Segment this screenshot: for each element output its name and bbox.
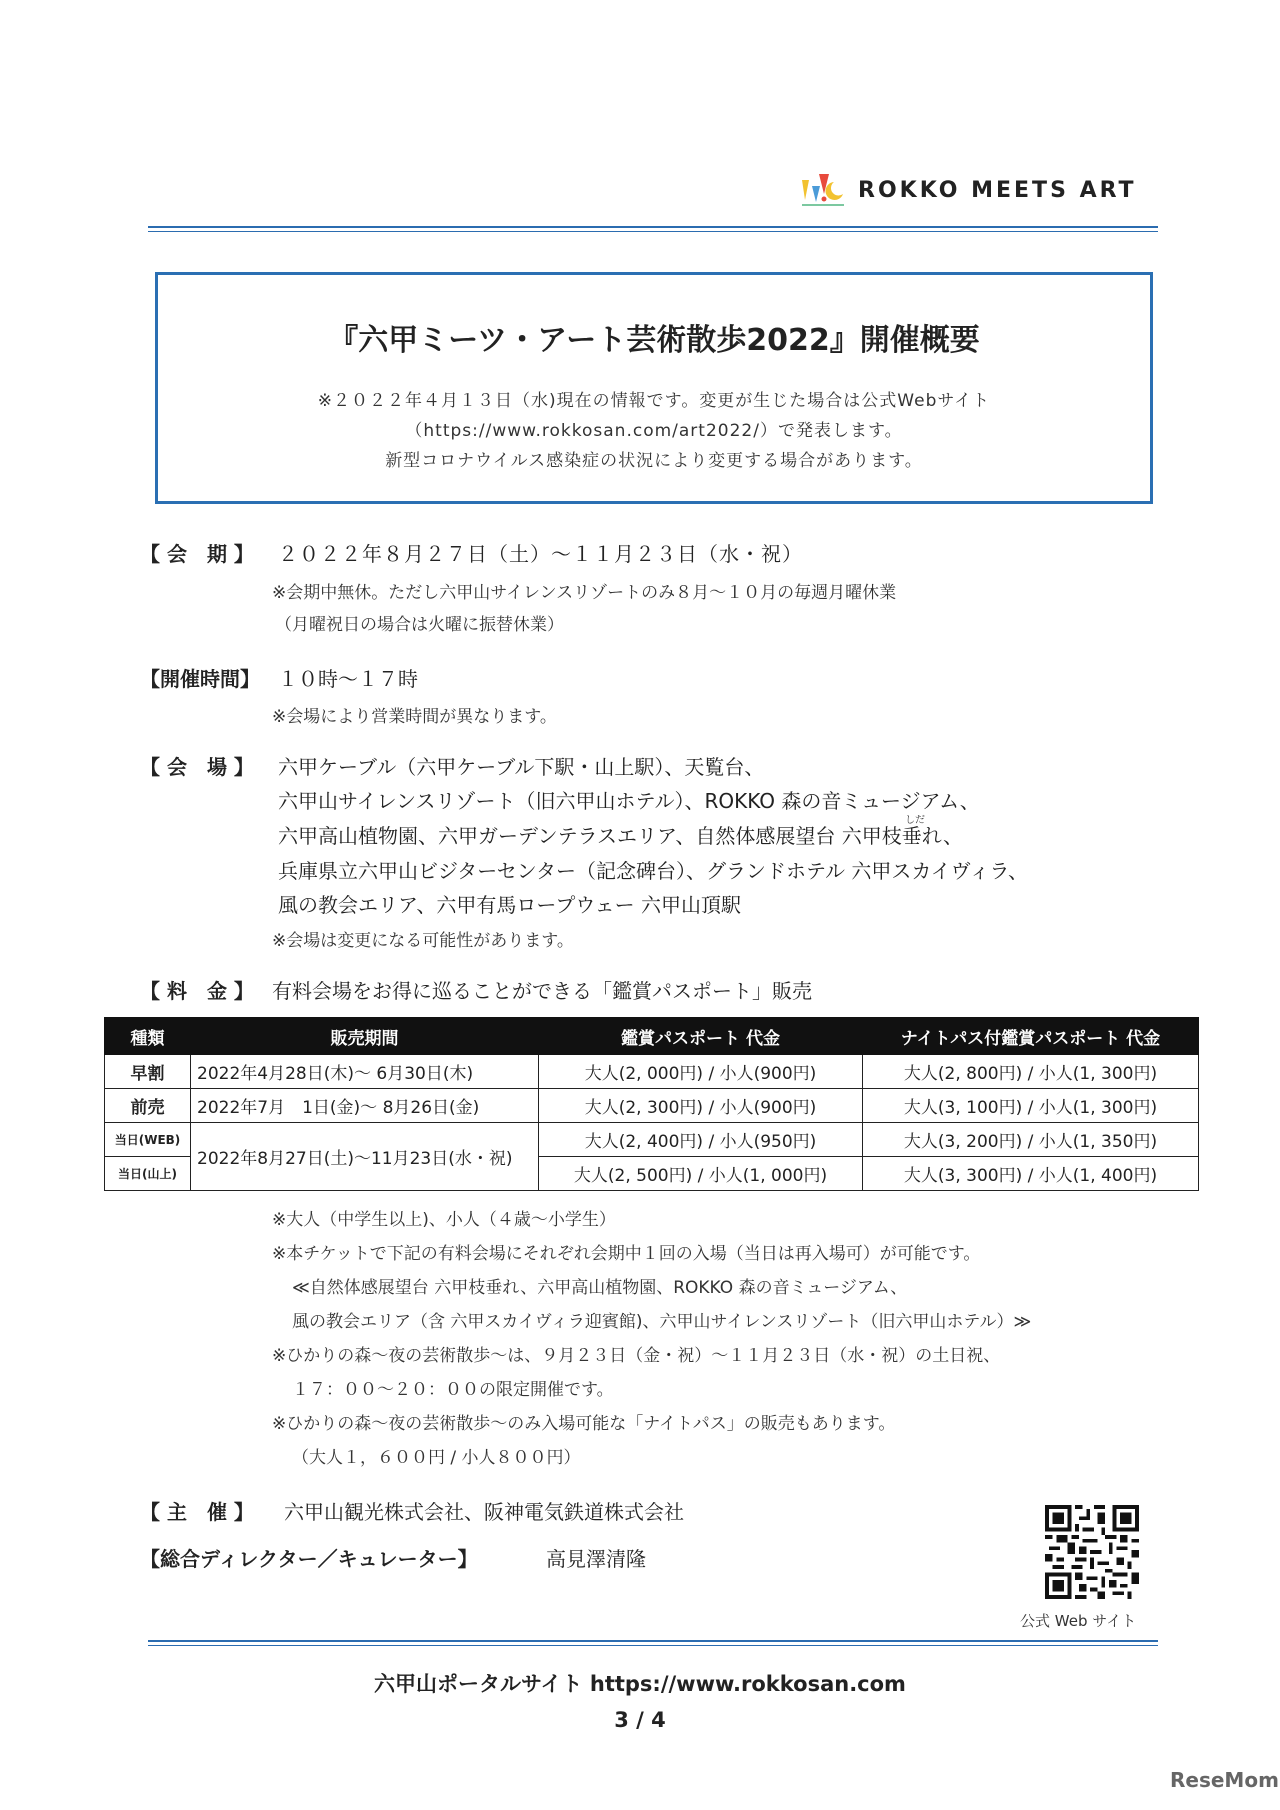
venue-line-1: 六甲ケーブル（六甲ケーブル下駅・山上駅）、天覧台、 bbox=[278, 755, 765, 779]
fee-value: 有料会場をお得に巡ることができる「鑑賞パスポート」販売 bbox=[272, 979, 812, 1003]
fee-note-4: 風の教会エリア（含 六甲スカイヴィラ迎賓館)、六甲山サイレンスリゾート（旧六甲山ホテル）≫ bbox=[292, 1312, 1032, 1332]
rokko-meets-art-logo bbox=[800, 170, 1137, 210]
row-period: 2022年4月28日(木)～ 6月30日(木) bbox=[191, 1055, 539, 1089]
row-passport-price: 大人(2, 000円) / 小人(900円) bbox=[539, 1055, 863, 1089]
row-period: 2022年7月 1日(金)～ 8月26日(金) bbox=[191, 1089, 539, 1123]
period-note-2: （月曜祝日の場合は火曜に振替休業） bbox=[275, 615, 564, 635]
period-note-1: ※会期中無休。ただし六甲山サイレンスリゾートのみ８月～１０月の毎週月曜休業 bbox=[272, 583, 897, 603]
table-row bbox=[105, 1123, 1199, 1157]
hours-label: 【開催時間】 bbox=[140, 667, 260, 691]
venue-line-5: 風の教会エリア、六甲有馬ロープウェー 六甲山頂駅 bbox=[278, 893, 741, 917]
fee-note-3: ≪自然体感展望台 六甲枝垂れ、六甲高山植物園、ROKKO 森の音ミュージアム、 bbox=[292, 1278, 908, 1298]
table-header-row bbox=[105, 1018, 1199, 1055]
venue-line-4: 兵庫県立六甲山ビジターセンター（記念碑台）、グランドホテル 六甲スカイヴィラ、 bbox=[278, 859, 1028, 883]
qr-code-icon bbox=[1045, 1505, 1139, 1599]
fee-note-8: （大人１，６００円 / 小人８００円） bbox=[292, 1448, 581, 1468]
header-night-passport: ナイトパス付鑑賞パスポート 代金 bbox=[863, 1018, 1199, 1055]
header-period: 販売期間 bbox=[191, 1018, 539, 1055]
fee-note-6: １７：００～２０：００の限定開催です。 bbox=[292, 1380, 614, 1400]
overview-title-box bbox=[155, 272, 1153, 504]
row-night-price: 大人(3, 100円) / 小人(1, 300円) bbox=[863, 1089, 1199, 1123]
director-value: 高見澤清隆 bbox=[546, 1547, 646, 1571]
table-row bbox=[105, 1055, 1199, 1089]
price-table bbox=[104, 1017, 1199, 1191]
row-period: 2022年8月27日(土)～11月23日(水・祝) bbox=[191, 1123, 539, 1191]
row-night-price: 大人(3, 300円) / 小人(1, 400円) bbox=[863, 1157, 1199, 1191]
row-passport-price: 大人(2, 500円) / 小人(1, 000円) bbox=[539, 1157, 863, 1191]
header-passport: 鑑賞パスポート 代金 bbox=[539, 1018, 863, 1055]
row-kind: 早割 bbox=[105, 1055, 191, 1089]
portal-site-link[interactable]: 六甲山ポータルサイト https://www.rokkosan.com bbox=[374, 1672, 906, 1696]
row-night-price: 大人(2, 800円) / 小人(1, 300円) bbox=[863, 1055, 1199, 1089]
row-passport-price: 大人(2, 300円) / 小人(900円) bbox=[539, 1089, 863, 1123]
table-row bbox=[105, 1089, 1199, 1123]
row-kind: 前売 bbox=[105, 1089, 191, 1123]
row-kind: 当日(山上) bbox=[105, 1157, 191, 1191]
header-kind: 種類 bbox=[105, 1018, 191, 1055]
row-night-price: 大人(3, 200円) / 小人(1, 350円) bbox=[863, 1123, 1199, 1157]
hours-value: １０時～１７時 bbox=[278, 667, 418, 691]
row-passport-price: 大人(2, 400円) / 小人(950円) bbox=[539, 1123, 863, 1157]
update-note-1: ※２０２２年４月１３日（水)現在の情報です。変更が生じた場合は公式Webサイト bbox=[317, 391, 991, 411]
logo-text: ROKKO MEETS ART bbox=[858, 177, 1137, 203]
page-number: 3 / 4 bbox=[614, 1708, 666, 1732]
venue-line-3: 六甲高山植物園、六甲ガーデンテラスエリア、自然体感展望台 六甲枝垂れ、 bbox=[278, 824, 963, 848]
organizer-label: 【 主 催 】 bbox=[140, 1500, 254, 1524]
row-kind: 当日(WEB) bbox=[105, 1123, 191, 1157]
page-title: 『六甲ミーツ・アート芸術散歩2022』開催概要 bbox=[328, 323, 980, 358]
fee-note-1: ※大人（中学生以上)、小人（４歳～小学生） bbox=[272, 1210, 616, 1230]
fee-note-2: ※本チケットで下記の有料会場にそれぞれ会期中１回の入場（当日は再入場可）が可能です。 bbox=[272, 1244, 981, 1264]
hours-note: ※会場により営業時間が異なります。 bbox=[272, 707, 557, 727]
update-note-2: （https://www.rokkosan.com/art2022/）で発表します。 bbox=[405, 421, 903, 441]
fee-note-7: ※ひかりの森～夜の芸術散歩～のみ入場可能な「ナイトパス」の販売もあります。 bbox=[272, 1414, 896, 1434]
fee-note-5: ※ひかりの森～夜の芸術散歩～は、９月２３日（金・祝）～１１月２３日（水・祝）の土日祝、 bbox=[272, 1346, 1001, 1366]
organizer-value: 六甲山観光株式会社、阪神電気鉄道株式会社 bbox=[284, 1500, 684, 1524]
resemom-watermark: ReseMom bbox=[1170, 1768, 1279, 1792]
venue-label: 【 会 場 】 bbox=[140, 755, 254, 779]
venue-note: ※会場は変更になる可能性があります。 bbox=[272, 931, 574, 951]
bottom-divider bbox=[148, 1640, 1158, 1646]
period-label: 【 会 期 】 bbox=[140, 542, 254, 566]
qr-code[interactable] bbox=[1045, 1505, 1139, 1599]
qr-caption: 公式 Web サイト bbox=[1020, 1612, 1137, 1630]
top-divider bbox=[148, 226, 1158, 232]
venue-line-2: 六甲山サイレンスリゾート（旧六甲山ホテル）、ROKKO 森の音ミュージアム、 bbox=[278, 789, 980, 813]
director-label: 【総合ディレクター／キュレーター】 bbox=[140, 1547, 478, 1571]
venue-ruby: しだ bbox=[905, 815, 925, 826]
period-value: ２０２２年８月２７日（土）～１１月２３日（水・祝） bbox=[278, 542, 803, 566]
fee-label: 【 料 金 】 bbox=[140, 979, 254, 1003]
logo-mark-icon bbox=[800, 172, 846, 208]
update-note-3: 新型コロナウイルス感染症の状況により変更する場合があります。 bbox=[385, 451, 923, 471]
